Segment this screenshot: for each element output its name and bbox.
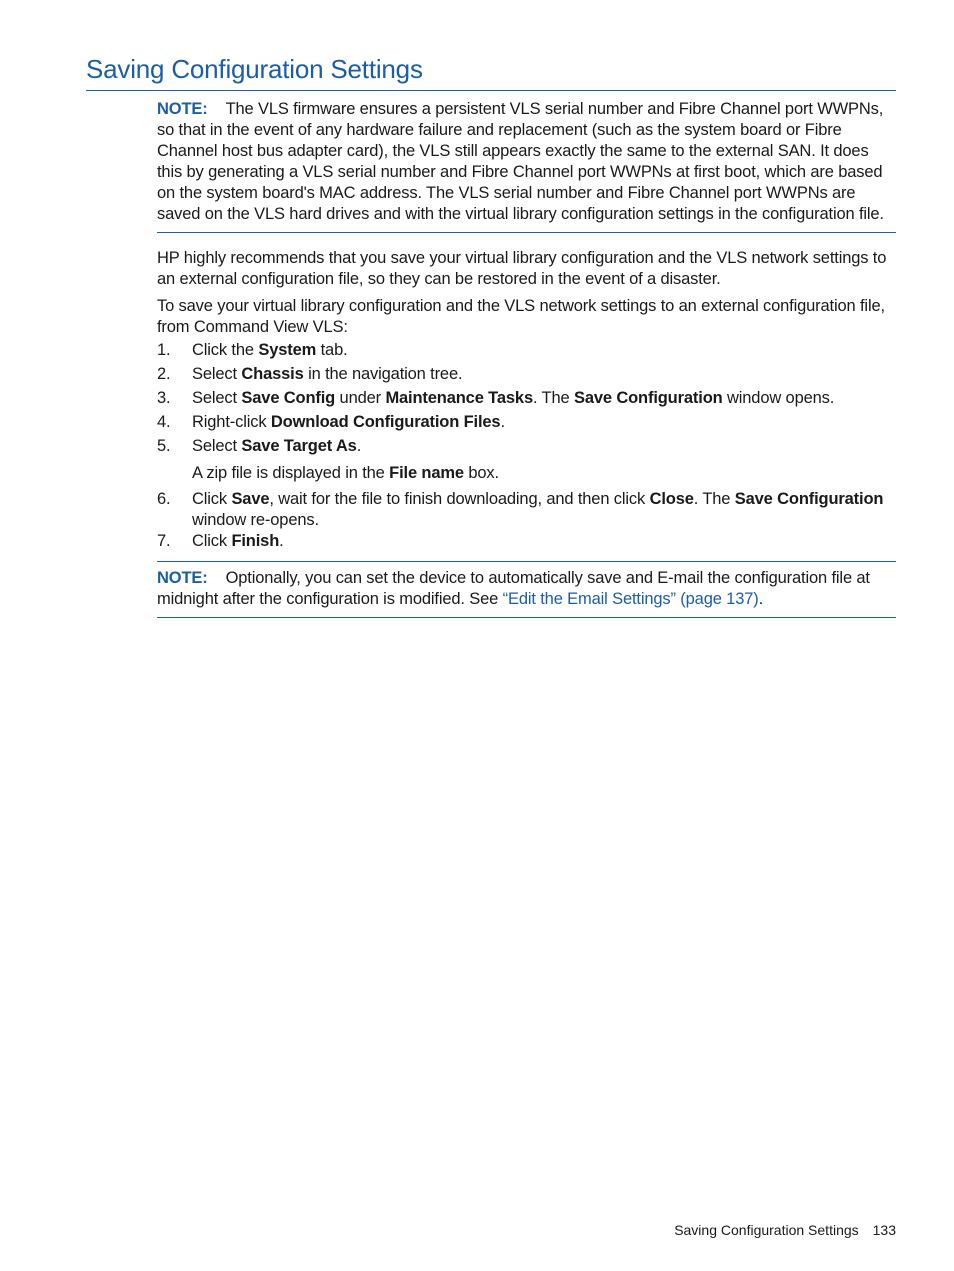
step-text: . The — [532, 389, 574, 407]
ui-term-save-configuration: Save Configuration — [734, 490, 884, 508]
step-text: , wait for the file to finish downloading, and then click — [269, 490, 650, 508]
step-number: 5. — [157, 437, 171, 455]
step-5-result — [157, 463, 896, 484]
step-text: A zip file is displayed in the — [192, 464, 390, 482]
ui-term-chassis: Chassis — [241, 365, 304, 383]
step-text: Click — [192, 532, 232, 550]
note-label: NOTE: — [157, 569, 208, 587]
step-7 — [157, 531, 896, 555]
step-text: window opens. — [722, 389, 835, 407]
step-text: under — [335, 389, 386, 407]
ui-term-save-target-as: Save Target As — [241, 437, 357, 455]
step-text: Select — [192, 365, 242, 383]
recommendation-paragraph: HP highly recommends that you save your virtual library configuration and the VLS network settings to an external configuration file, so they can be restored in the event of a disaster. — [157, 249, 887, 288]
ui-term-system: System — [258, 341, 317, 359]
step-4 — [157, 412, 896, 436]
step-text: Right-click — [192, 413, 271, 431]
step-number: 6. — [157, 490, 171, 508]
note-text-end: . — [758, 590, 764, 608]
step-5 — [157, 436, 896, 460]
step-1 — [157, 340, 896, 364]
step-number: 1. — [157, 341, 171, 359]
step-text: . The — [693, 490, 735, 508]
step-text: Select — [192, 437, 242, 455]
step-text: in the navigation tree. — [303, 365, 463, 383]
note-box-email — [157, 561, 896, 618]
ui-term-finish: Finish — [231, 532, 280, 550]
note-text: The VLS firmware ensures a persistent VLS serial number and Fibre Channel port WWPNs, so that in the event of any hardware failure and replacement (such as the system board or Fibre Channel host bus adapter card), the VLS still appears exactly the same to the external SAN. It does this by generating a VLS serial number and Fibre Channel port WWPNs at first boot, which are based on the system board's MAC address. The VLS serial number and Fibre Channel port WWPNs are saved on the VLS hard drives and with the virtual library configuration settings in the configuration file. — [157, 100, 884, 223]
note-box-firmware — [157, 97, 896, 233]
step-number: 3. — [157, 389, 171, 407]
note-label: NOTE: — [157, 100, 208, 118]
ui-term-close: Close — [649, 490, 694, 508]
step-text: . — [279, 532, 284, 550]
step-text: Click — [192, 490, 232, 508]
section-title: Saving Configuration Settings — [86, 54, 423, 84]
section-body — [157, 97, 896, 618]
step-number: 7. — [157, 532, 171, 550]
title-rule — [86, 90, 896, 91]
step-3 — [157, 388, 896, 412]
step-text: window re-opens. — [192, 511, 319, 529]
step-text: Click the — [192, 341, 259, 359]
ui-term-save-configuration: Save Configuration — [573, 389, 723, 407]
email-settings-link[interactable]: “Edit the Email Settings” (page 137) — [502, 590, 759, 608]
page-footer — [674, 1222, 896, 1238]
step-number: 4. — [157, 413, 171, 431]
ui-term-save-config: Save Config — [241, 389, 336, 407]
ui-term-maintenance-tasks: Maintenance Tasks — [385, 389, 533, 407]
step-text: Select — [192, 389, 242, 407]
ui-term-file-name: File name — [389, 464, 464, 482]
step-2 — [157, 364, 896, 388]
ui-term-download-configuration-files: Download Configuration Files — [270, 413, 501, 431]
page-number: 133 — [872, 1222, 896, 1238]
step-6 — [157, 489, 896, 531]
footer-section-title: Saving Configuration Settings — [674, 1222, 859, 1238]
step-text: tab. — [316, 341, 348, 359]
step-text: box. — [463, 464, 499, 482]
procedure-steps — [157, 340, 896, 555]
ui-term-save: Save — [231, 490, 270, 508]
step-text: . — [356, 437, 362, 455]
step-text: . — [500, 413, 505, 431]
instructions-intro: To save your virtual library configuration and the VLS network settings to an external configuration file, from Command View VLS: — [157, 297, 885, 336]
step-number: 2. — [157, 365, 171, 383]
note-text: Optionally, you can set the device to automatically save and E-mail the configuration file at midnight after the configuration is modified. See — [157, 569, 870, 608]
